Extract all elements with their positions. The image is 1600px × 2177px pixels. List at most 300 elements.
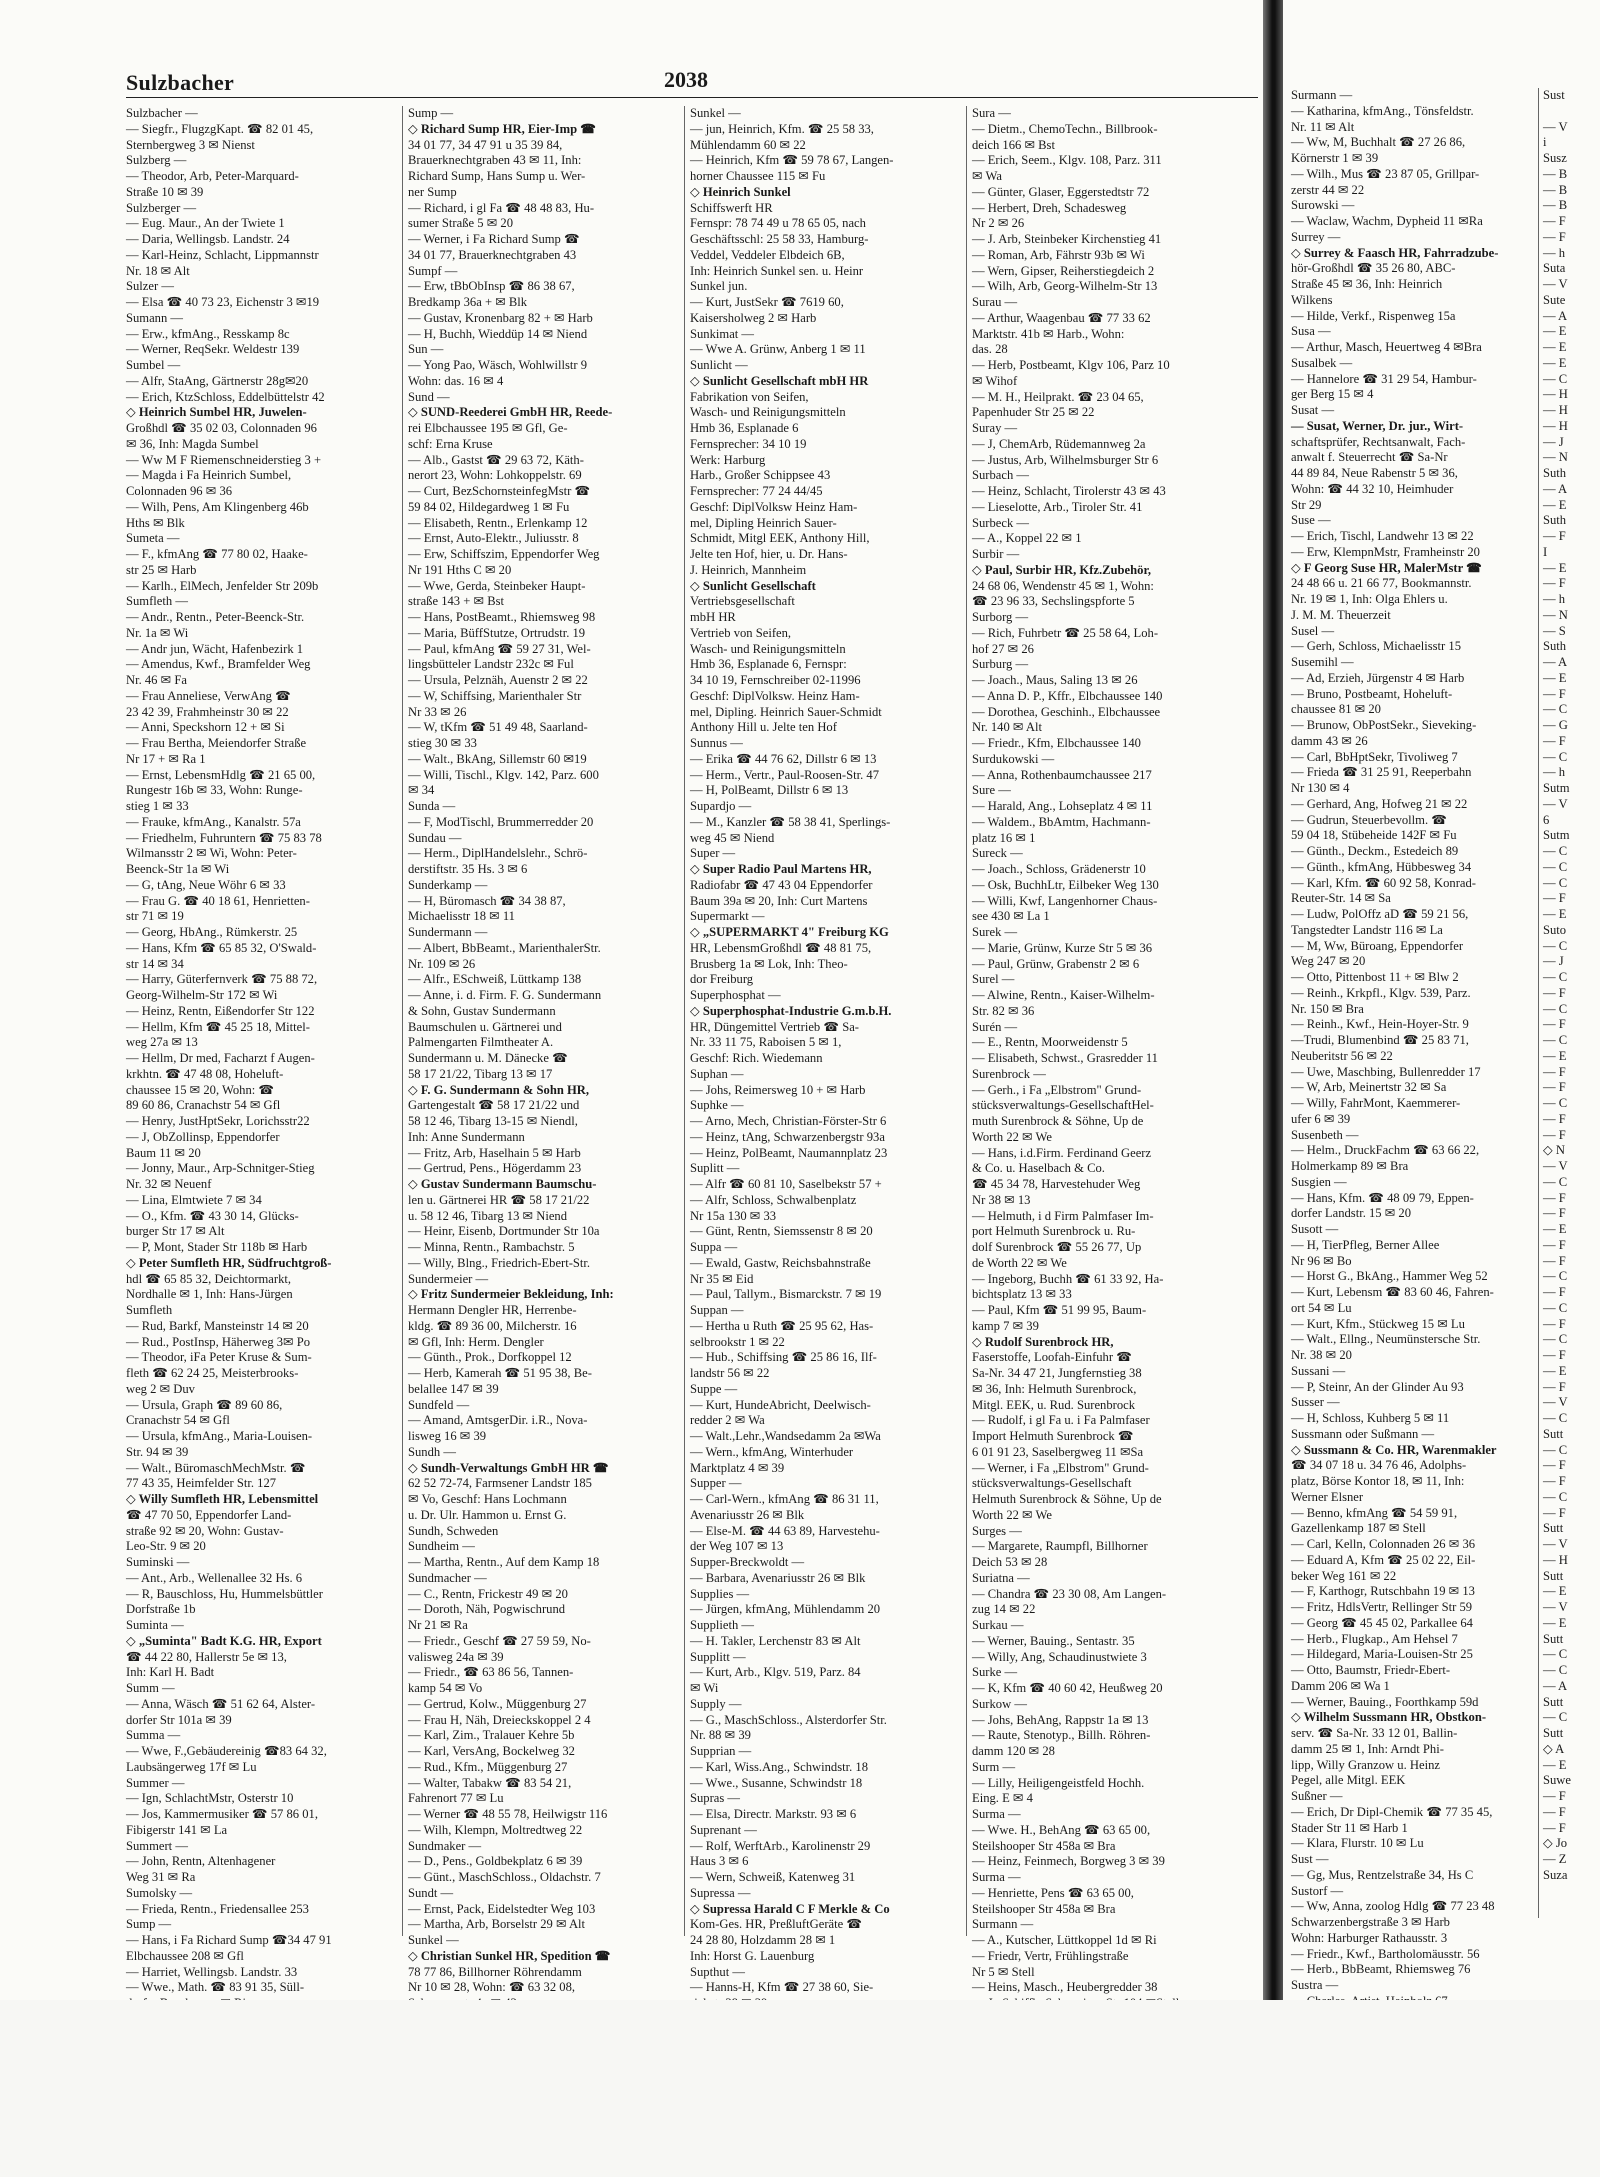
directory-entry-line: Nr 21 ✉ Ra: [408, 1618, 468, 1632]
directory-entry-line: ner Sump: [408, 184, 457, 199]
directory-entry-line: Reuter-Str. 14 ✉ Sa: [1291, 891, 1391, 906]
facing-page-fragment-line: — G: [1543, 718, 1568, 732]
directory-entry-line: — Hannelore ☎ 31 29 54, Hambur-: [1291, 371, 1477, 386]
surname-heading: Summert —: [126, 1838, 188, 1853]
directory-entry-line: — Carl, Kelln, Colonnaden 26 ✉ 36: [1291, 1537, 1476, 1551]
surname-heading: Sumeta —: [126, 531, 180, 546]
directory-entry-line: — Amand, AmtsgerDir. i.R., Nova-: [408, 1413, 588, 1428]
column-divider: [684, 106, 685, 1936]
directory-entry-line: — Erw., kfmAng., Resskamp 8c: [126, 326, 290, 341]
facing-page-fragment-line: — H: [1543, 418, 1568, 433]
facing-page-fragment-line: — V: [1543, 119, 1568, 134]
facing-page-fragment-line: — E: [1543, 340, 1567, 354]
facing-page-fragment-line: ◇ A: [1543, 1741, 1565, 1756]
directory-entry-line: — Frau Bertha, Meiendorfer Straße: [126, 736, 307, 750]
directory-entry-line: landstr 56 ✉ 22: [690, 1366, 770, 1380]
directory-entry-line: Gazellenkamp 187 ✉ Stell: [1291, 1521, 1426, 1536]
surname-heading: Surborg —: [972, 610, 1029, 624]
surname-heading: Sureck —: [972, 846, 1023, 861]
directory-entry-line: Helmuth Surenbrock & Söhne, Up de: [972, 1492, 1162, 1506]
surname-heading: Surma —: [972, 1870, 1021, 1884]
surname-heading: Susa —: [1291, 324, 1331, 339]
directory-entry-line: — Theodor, Arb, Peter-Marquard-: [126, 169, 299, 183]
directory-entry-line: — Ernst, LebensmHdlg ☎ 21 65 00,: [126, 767, 316, 782]
directory-entry-line: — Wwe, F.,Gebäudereinig ☎83 64 32,: [126, 1744, 327, 1758]
surname-heading: Surkow —: [972, 1696, 1027, 1711]
directory-entry-line: — Anna, Rothenbaumchaussee 217: [972, 767, 1152, 782]
directory-entry-line: chaussee 15 ✉ 20, Wohn: ☎: [126, 1082, 275, 1097]
facing-page-fragment-line: — F: [1543, 985, 1566, 1000]
directory-entry-line: Hermann Dengler HR, Herrenbe-: [408, 1303, 577, 1317]
directory-entry-line: — Herb., Flugkap., Am Hehsel 7: [1291, 1631, 1458, 1646]
directory-entry-line: Nr 15a 130 ✉ 33: [690, 1208, 777, 1223]
directory-entry-line: stücksverwaltungs-GesellschaftHel-: [972, 1098, 1154, 1113]
directory-entry-line: Nr. 33 11 75, Raboisen 5 ✉ 1,: [690, 1035, 842, 1050]
directory-entry-line: — Werner, Bauing., Foorthkamp 59d: [1291, 1694, 1479, 1709]
facing-page-fragment-line: Sute: [1543, 292, 1566, 307]
directory-entry-line: — Wwe, Gerda, Steinbeker Haupt-: [408, 578, 586, 593]
directory-entry-line: Damm 206 ✉ Wa 1: [1291, 1678, 1390, 1693]
directory-entry-line: Dorfstraße 1b: [126, 1602, 196, 1617]
directory-entry-line: — Willi, Tischl., Klgv. 142, Parz. 600: [408, 767, 599, 782]
directory-entry-line: straße 92 ✉ 20, Wohn: Gustav-: [126, 1523, 284, 1538]
directory-entry-line: — Barbara, Avenariusstr 26 ✉ Blk: [690, 1570, 866, 1585]
directory-entry-line: — Henry, JustHptSekr, Lorichsstr22: [126, 1114, 310, 1128]
directory-entry-line: — Herb, Kamerah ☎ 51 95 38, Be-: [408, 1366, 592, 1380]
directory-entry-line: Palmengarten Filmtheater A.: [408, 1035, 554, 1050]
surname-heading: Supprian —: [690, 1744, 752, 1758]
surname-heading: Surrey —: [1291, 229, 1341, 244]
directory-entry-line: — Anna, Wäsch ☎ 51 62 64, Alster-: [126, 1696, 316, 1711]
column-divider: [966, 106, 967, 1936]
facing-page-fragment-line: — F: [1543, 1804, 1566, 1819]
directory-entry-line: — Eug. Maur., An der Twiete 1: [126, 216, 285, 231]
directory-entry-line: ◇ Sussmann & Co. HR, Warenmakler: [1291, 1442, 1497, 1457]
surname-heading: Surma —: [972, 1807, 1021, 1821]
facing-page-fragment-line: Sutt: [1543, 1568, 1564, 1583]
directory-entry-line: 78 77 86, Billhorner Röhrendamm: [408, 1964, 582, 1979]
directory-entry-line: ✉ Vo, Geschf: Hans Lochmann: [408, 1492, 567, 1506]
directory-entry-line: — Willi, Kwf, Langenhorner Chaus-: [972, 893, 1158, 908]
directory-entry-line: — Johs, BehAng, Rappstr 1a ✉ 13: [972, 1712, 1149, 1727]
directory-entry-line: — Wwe., Susanne, Schwindstr 18: [690, 1775, 863, 1790]
directory-entry-line: 34 01 77, 34 47 91 u 35 39 84,: [408, 137, 563, 152]
surname-heading: Sumann —: [126, 310, 184, 325]
facing-page-fragment-line: — V: [1543, 1159, 1568, 1173]
directory-entry-line: Steilshooper Str 458a ✉ Bra: [972, 1901, 1116, 1916]
facing-page-fragment-line: ◇ Jo: [1543, 1836, 1568, 1851]
surname-heading: Sunderkamp —: [408, 877, 488, 892]
directory-entry-line: — Marie, Grünw, Kurze Str 5 ✉ 36: [972, 940, 1153, 955]
directory-entry-line: — Dorothea, Geschinh., Elbchaussee: [972, 704, 1161, 719]
facing-page-fragment-line: — E: [1543, 1615, 1567, 1630]
directory-entry-line: — Johs, Reimersweg 10 + ✉ Harb: [690, 1082, 866, 1097]
surname-heading: Supplieth —: [690, 1618, 755, 1632]
surname-heading: Susat —: [1291, 403, 1335, 417]
directory-entry-line: — Ign, SchlachtMstr, Osterstr 10: [126, 1791, 294, 1806]
directory-entry-line: — Arthur, Masch, Heuertweg 4 ✉Bra: [1291, 340, 1482, 354]
directory-entry-line: Wilkens: [1291, 292, 1333, 307]
facing-page-fragment-line: — H: [1543, 403, 1568, 417]
directory-entry-line: selbrookstr 1 ✉ 22: [690, 1334, 785, 1349]
directory-entry-line: — J, ObZollinsp, Eppendorfer: [126, 1129, 280, 1144]
directory-entry-line: — Rolf, WerftArb., Karolinenstr 29: [690, 1838, 871, 1853]
directory-entry-line: Sa-Nr. 34 47 21, Jungfernstieg 38: [972, 1366, 1142, 1380]
directory-entry-line: Nr 96 ✉ Bo: [1291, 1253, 1352, 1268]
facing-page-fragment-line: — J: [1543, 434, 1564, 449]
directory-entry-line: — Wilh., Mus ☎ 23 87 05, Grillpar-: [1291, 166, 1480, 181]
directory-entry-line: — Heinz, PolBeamt, Naumannplatz 23: [690, 1145, 888, 1160]
directory-entry-line: — F, ModTischl, Brummerredder 20: [408, 814, 594, 829]
directory-entry-line: — Hildegard, Maria-Louisen-Str 25: [1291, 1647, 1473, 1662]
directory-entry-line: — Erika ☎ 44 76 62, Dillstr 6 ✉ 13: [690, 751, 877, 766]
directory-entry-line: — Amendus, Kwf., Bramfelder Weg: [126, 657, 311, 672]
directory-entry-line: — Raute, Stenotyp., Billh. Röhren-: [972, 1728, 1151, 1743]
directory-entry-line: — Ursula, kfmAng., Maria-Louisen-: [126, 1429, 313, 1443]
directory-entry-line: — Ant., Arb., Wellenallee 32 Hs. 6: [126, 1570, 303, 1585]
facing-page-fragment-line: — E: [1543, 670, 1567, 685]
facing-page-fragment-line: — C: [1543, 1647, 1568, 1662]
directory-entry-line: Körnerstr 1 ✉ 39: [1291, 151, 1379, 165]
directory-entry-line: — H, Schloss, Kuhberg 5 ✉ 11: [1291, 1411, 1450, 1425]
directory-entry-line: ☎ 34 07 18 u. 34 76 46, Adolphs-: [1291, 1458, 1467, 1473]
facing-page-fragment-line: Sutt: [1543, 1631, 1564, 1646]
facing-page-fragment-line: — F: [1543, 1111, 1566, 1126]
directory-entry-line: — Richard, i gl Fa ☎ 48 48 83, Hu-: [408, 200, 595, 215]
directory-entry-line: Nr. 32 ✉ Neuenf: [126, 1177, 212, 1191]
directory-entry-line: — Karlh., ElMech, Jenfelder Str 209b: [126, 578, 319, 593]
directory-entry-line: Veddel, Veddeler Elbdeich 6B,: [690, 247, 845, 262]
directory-entry-line: — Brunow, ObPostSekr., Sieveking-: [1291, 718, 1477, 732]
directory-entry-line: ort 54 ✉ Lu: [1291, 1300, 1352, 1315]
facing-page-fragment-line: — A: [1543, 481, 1568, 496]
directory-entry-line: ☎ 44 22 80, Hallerstr 5e ✉ 13,: [126, 1649, 287, 1664]
directory-entry-line: J. Heinrich, Mannheim: [690, 562, 807, 577]
directory-entry-line: — Anna D. P., Kffr., Elbchaussee 140: [972, 688, 1163, 703]
facing-page-fragment-line: — V: [1543, 277, 1568, 291]
directory-entry-line: 59 04 18, Stübeheide 142F ✉ Fu: [1291, 828, 1457, 843]
directory-entry-line: — Rud., PostInsp, Häherweg 3✉ Po: [126, 1334, 311, 1349]
facing-page-fragment-line: — F: [1543, 733, 1566, 748]
column-divider: [1538, 88, 1539, 1918]
directory-entry-line: — Gerh, Schloss, Michaelisstr 15: [1291, 639, 1461, 654]
directory-entry-line: ✉ Wihof: [972, 373, 1018, 388]
directory-entry-line: str 14 ✉ 34: [126, 956, 184, 971]
directory-entry-line: — M., Kanzler ☎ 58 38 41, Sperlings-: [690, 814, 891, 829]
directory-entry-line: — Susat, Werner, Dr. jur., Wirt-: [1291, 418, 1464, 433]
directory-entry-line: u. Dr. Ulr. Hammon u. Ernst G.: [408, 1507, 567, 1522]
facing-page-fragment-line: — F: [1543, 1348, 1566, 1362]
surname-heading: Sump —: [408, 106, 454, 120]
directory-entry-line: ◇ „Suminta" Badt K.G. HR, Export: [126, 1633, 322, 1648]
directory-entry-line: — Heinz, Rentn, Eißendorfer Str 122: [126, 1003, 315, 1018]
surname-heading: Surke —: [972, 1665, 1018, 1680]
directory-entry-line: — Ursula, Pelznäh, Auenstr 2 ✉ 22: [408, 673, 588, 687]
running-head: Sulzbacher: [126, 70, 235, 95]
directory-entry-line: 24 68 06, Wendenstr 45 ✉ 1, Wohn:: [972, 578, 1154, 593]
surname-heading: Surbir —: [972, 547, 1020, 561]
directory-entry-line: Bredkamp 36a + ✉ Blk: [408, 295, 528, 309]
directory-entry-line: ◇ SUND-Reederei GmbH HR, Reede-: [408, 405, 613, 420]
directory-entry-line: — Erw, KlempnMstr, Framheinstr 20: [1291, 544, 1480, 559]
surname-heading: Surek —: [972, 925, 1018, 939]
directory-entry-line: ◇ Superphosphat-Industrie G.m.b.H.: [690, 1003, 892, 1018]
directory-entry-line: — Hellm, Dr med, Facharzt f Augen-: [126, 1051, 315, 1065]
directory-entry-line: Geschäftsschl: 25 58 33, Hamburg-: [690, 232, 869, 246]
directory-entry-line: — Alfr ☎ 60 81 10, Saselbekstr 57 +: [690, 1177, 882, 1191]
directory-entry-line: — Günth., kfmAng, Hübbesweg 34: [1291, 859, 1472, 874]
directory-entry-line: — Willy, FahrMont, Kaemmerer-: [1291, 1096, 1461, 1110]
directory-column-4: [972, 106, 1242, 1995]
directory-entry-line: Georg-Wilhelm-Str 172 ✉ Wi: [126, 988, 278, 1002]
directory-entry-line: hdl ☎ 65 85 32, Deichtormarkt,: [126, 1271, 292, 1286]
directory-entry-line: see 430 ✉ La 1: [972, 909, 1050, 924]
directory-entry-line: — G, tAng, Neue Wöhr 6 ✉ 33: [126, 877, 286, 892]
directory-entry-line: 34 01 77, Brauerknechtgraben 43: [408, 247, 577, 262]
directory-entry-line: Pegel, alle Mitgl. EEK: [1291, 1773, 1406, 1788]
facing-page-fragment-line: — F: [1543, 576, 1566, 591]
facing-page-fragment-line: — F: [1543, 214, 1566, 228]
directory-entry-line: — John, Rentn, Altenhagener: [126, 1854, 276, 1869]
directory-entry-line: — Roman, Arb, Fährstr 93b ✉ Wi: [972, 247, 1145, 262]
directory-entry-line: — Albert, BbBeamt., MarienthalerStr.: [408, 940, 601, 955]
directory-entry-line: len u. Gärtnerei HR ☎ 58 17 21/22: [408, 1192, 590, 1207]
directory-entry-line: — Heinz, tAng, Schwarzenbergstr 93a: [690, 1129, 885, 1144]
directory-entry-line: Brauerknechtgraben 43 ✉ 11, Inh:: [408, 153, 582, 168]
surname-heading: Sura —: [972, 106, 1011, 120]
directory-entry-line: — Erich, Dr Dipl-Chemik ☎ 77 35 45,: [1291, 1804, 1493, 1819]
directory-entry-line: derstiftstr. 35 Hs. 3 ✉ 6: [408, 862, 528, 876]
directory-entry-line: Faserstoffe, Loofah-Einfuhr ☎: [972, 1350, 1132, 1365]
directory-entry-line: ◇ Richard Sump HR, Eier-Imp ☎: [408, 121, 596, 136]
directory-entry-line: — Friedr., Kwf., Bartholomäusstr. 56: [1291, 1946, 1480, 1961]
page-number: 2038: [664, 67, 708, 92]
directory-entry-line: ◇ Peter Sumfleth HR, Südfruchtgroß-: [126, 1255, 332, 1270]
directory-entry-line: Radiofabr ☎ 47 43 04 Eppendorfer: [690, 877, 873, 892]
directory-entry-line: HR, LebensmGroßhdl ☎ 48 81 75,: [690, 940, 872, 955]
surname-heading: Susel —: [1291, 623, 1335, 638]
directory-entry-line: — W, Arb, Meinertstr 32 ✉ Sa: [1291, 1080, 1447, 1095]
directory-entry-line: valisweg 24a ✉ 39: [408, 1649, 504, 1664]
surname-heading: Sundermann —: [408, 925, 488, 939]
directory-entry-line: — Kurt, Lebensm ☎ 83 60 46, Fahren-: [1291, 1285, 1494, 1299]
directory-entry-line: — Wilh, Arb, Georg-Wilhelm-Str 13: [972, 279, 1158, 294]
surname-heading: Surau —: [972, 295, 1018, 309]
directory-entry-line: — Karl, Zim., Tralauer Kehre 5b: [408, 1728, 575, 1743]
directory-entry-line: stieg 1 ✉ 33: [126, 799, 189, 813]
directory-entry-line: platz 16 ✉ 1: [972, 830, 1036, 845]
directory-entry-line: — Jos, Kammermusiker ☎ 57 86 01,: [126, 1807, 318, 1821]
directory-entry-line: — Elisabeth, Schwst., Grasredder 11: [972, 1051, 1158, 1065]
directory-entry-line: — P, Mont, Stader Str 118b ✉ Harb: [126, 1240, 308, 1254]
directory-entry-line: Gartengestalt ☎ 58 17 21/22 und: [408, 1098, 580, 1113]
directory-entry-line: stücksverwaltungs-Gesellschaft: [972, 1476, 1132, 1491]
directory-entry-line: — Yong Pao, Wäsch, Wohlwillstr 9: [408, 358, 588, 372]
surname-heading: Suphke —: [690, 1098, 744, 1113]
directory-entry-line: — Paul, Kfm ☎ 51 99 95, Baum-: [972, 1303, 1147, 1317]
directory-entry-line: — Kurt, JustSekr ☎ 7619 60,: [690, 295, 844, 309]
surname-heading: Sundermeier —: [408, 1271, 489, 1286]
surname-heading: Sundheim —: [408, 1539, 475, 1554]
surname-heading: Sussmann oder Sußmann —: [1291, 1426, 1435, 1441]
surname-heading: Susenbeth —: [1291, 1127, 1359, 1142]
directory-entry-line: — Alfr, Schloss, Schwalbenplatz: [690, 1192, 857, 1207]
directory-entry-line: —Trudi, Blumenbind ☎ 25 83 71,: [1291, 1033, 1469, 1047]
directory-entry-line: — Willy, Ang, Schaudinustwiete 3: [972, 1649, 1147, 1664]
facing-page-fragment-line: — F: [1543, 686, 1566, 701]
directory-entry-line: — Wern, Gipser, Reiherstiegdeich 2: [972, 263, 1155, 278]
directory-entry-line: — Frieda ☎ 31 25 91, Reeperbahn: [1291, 765, 1472, 780]
directory-entry-line: anwalt f. Steuerrecht ☎ Sa-Nr: [1291, 450, 1448, 465]
directory-entry-line: hof 27 ✉ 26: [972, 641, 1034, 656]
directory-entry-line: — Walt.,Lehr.,Wandsedamm 2a ✉Wa: [690, 1429, 881, 1443]
surname-heading: Sulzer —: [126, 279, 174, 294]
directory-column-2: [408, 106, 680, 1995]
directory-entry-line: — Hilde, Verkf., Rispenweg 15a: [1291, 308, 1456, 323]
directory-entry-line: — Ewald, Gastw, Reichsbahnstraße: [690, 1255, 871, 1270]
directory-entry-line: — A., Koppel 22 ✉ 1: [972, 531, 1082, 546]
surname-heading: Sumbel —: [126, 358, 181, 372]
directory-entry-line: stieg 30 ✉ 33: [408, 736, 477, 750]
directory-entry-line: ◇ „SUPERMARKT 4" Freiburg KG: [690, 925, 889, 939]
directory-entry-line: Wohn: das. 16 ✉ 4: [408, 373, 504, 388]
directory-entry-line: ◇ F Georg Suse HR, MalerMstr ☎: [1291, 560, 1482, 575]
facing-page-fragment-line: — F: [1543, 1080, 1566, 1095]
directory-entry-line: Import Helmuth Surenbrock ☎: [972, 1429, 1134, 1443]
surname-heading: Sunlicht —: [690, 358, 748, 372]
directory-entry-line: — Werner, i Fa „Elbstrom" Grund-: [972, 1460, 1149, 1475]
directory-entry-line: — Fritz, HdlsVertr, Rellinger Str 59: [1291, 1600, 1473, 1614]
directory-entry-line: — Doroth, Näh, Pogwischrund: [408, 1602, 566, 1617]
directory-entry-line: — Heinr, Eisenb, Dortmunder Str 10a: [408, 1224, 600, 1239]
facing-page-fragment-line: — V: [1543, 1537, 1568, 1551]
directory-entry-line: — W, tKfm ☎ 51 49 48, Saarland-: [408, 720, 588, 735]
facing-page-fragment-line: — h: [1543, 592, 1566, 606]
directory-entry-line: weg 2 ✉ Duv: [126, 1381, 195, 1396]
directory-entry-line: Fernsprecher: 77 24 44/45: [690, 484, 823, 498]
directory-entry-line: — Rud., Kfm., Müggenburg 27: [408, 1759, 568, 1774]
directory-entry-line: Anthony Hill u. Jelte ten Hof: [690, 720, 837, 735]
directory-entry-line: — Maria, BüffStutze, Ortrudstr. 19: [408, 625, 586, 640]
facing-page-fragment-line: Sutt: [1543, 1726, 1564, 1740]
directory-entry-line: — Gertrud, Kolw., Müggenburg 27: [408, 1696, 587, 1711]
directory-entry-line: — Hans, i.d.Firm. Ferdinand Geerz: [972, 1145, 1152, 1160]
directory-entry-line: Nr. 46 ✉ Fa: [126, 673, 187, 687]
surname-heading: Suplitt —: [690, 1161, 740, 1176]
facing-page-fragment-line: — H: [1543, 387, 1568, 402]
directory-entry-line: — Ingeborg, Buchh ☎ 61 33 92, Ha-: [972, 1271, 1164, 1286]
directory-entry-line: 44 89 84, Neue Rabenstr 5 ✉ 36,: [1291, 466, 1458, 480]
facing-page-fragment-line: — F: [1543, 1285, 1566, 1299]
directory-entry-line: Nr 10 ✉ 28, Wohn: ☎ 63 32 08,: [408, 1980, 576, 1995]
directory-entry-line: Wilmansstr 2 ✉ Wi, Wohn: Peter-: [126, 846, 297, 861]
directory-entry-line: & Co. u. Haselbach & Co.: [972, 1161, 1105, 1176]
directory-entry-line: Nr 130 ✉ 4: [1291, 781, 1350, 795]
directory-entry-line: Sternbergweg 3 ✉ Nienst: [126, 137, 255, 152]
directory-entry-line: Nr 38 ✉ 13: [972, 1192, 1031, 1207]
directory-entry-line: Sumfleth: [126, 1303, 173, 1317]
facing-page-fragment-line: — F: [1543, 1316, 1566, 1331]
directory-entry-line: — Helm., DruckFachm ☎ 63 66 22,: [1291, 1143, 1480, 1158]
directory-entry-line: Wasch- und Reinigungsmitteln: [690, 405, 846, 420]
directory-entry-line: — Ernst, Pack, Eidelstedter Weg 103: [408, 1901, 596, 1916]
directory-entry-line: — Erich, Tischl, Landwehr 13 ✉ 22: [1291, 529, 1474, 543]
directory-entry-line: — Harry, Güterfernverk ☎ 75 88 72,: [126, 972, 318, 987]
facing-page-fragment-line: — F: [1543, 1505, 1566, 1520]
directory-entry-line: — Heins, Masch., Heubergredder 38: [972, 1980, 1158, 1995]
directory-entry-line: ◇ Sunlicht Gesellschaft mbH HR: [690, 373, 869, 388]
directory-entry-line: Richard Sump, Hans Sump u. Wer-: [408, 169, 586, 183]
surname-heading: Surm —: [972, 1759, 1016, 1774]
surname-heading: Sundau —: [408, 830, 462, 845]
facing-page-fragment-line: Sutt: [1543, 1521, 1564, 1536]
directory-entry-line: — Carl-Wern., kfmAng ☎ 86 31 11,: [690, 1492, 879, 1506]
facing-page-fragment-line: — C: [1543, 859, 1568, 874]
surname-heading: Surowski —: [1291, 198, 1355, 213]
facing-page-fragment-line: Suto: [1543, 922, 1567, 937]
directory-entry-line: — Frieda, Rentn., Friedensallee 253: [126, 1901, 309, 1916]
directory-entry-line: — Frauke, kfmAng., Kanalstr. 57a: [126, 814, 301, 829]
directory-entry-line: — Rud, Barkf, Mansteinstr 14 ✉ 20: [126, 1318, 309, 1333]
directory-entry-line: nerort 23, Wohn: Lohkoppelstr. 69: [408, 468, 582, 483]
facing-page-fragment-line: — V: [1543, 1395, 1568, 1410]
directory-entry-line: — Kurt, Arb., Klgv. 519, Parz. 84: [690, 1665, 861, 1680]
directory-entry-line: — Herb, Postbeamt, Klgv 106, Parz 10: [972, 358, 1170, 372]
surname-heading: Sure —: [972, 783, 1011, 798]
directory-entry-line: — Friedr., ☎ 63 86 56, Tannen-: [408, 1665, 574, 1680]
directory-entry-line: Haus 3 ✉ 6: [690, 1854, 749, 1869]
directory-entry-line: Inh: Anne Sundermann: [408, 1129, 525, 1144]
facing-page-fragment-line: — C: [1543, 1332, 1568, 1347]
directory-entry-line: — Willy, Blng., Friedrich-Ebert-Str.: [408, 1255, 591, 1270]
directory-entry-line: — Otto, Baumstr, Friedr-Ebert-: [1291, 1663, 1451, 1677]
directory-entry-line: Sundh, Schweden: [408, 1523, 499, 1538]
directory-entry-line: chaussee 81 ✉ 20: [1291, 702, 1381, 717]
directory-entry-line: — Ww M F Riemenschneiderstieg 3 +: [126, 452, 322, 467]
directory-column-5: [1291, 88, 1531, 1992]
directory-entry-line: — Margarete, Raumpfl, Billhorner: [972, 1539, 1148, 1554]
directory-entry-line: — Friedhelm, Fuhruntern ☎ 75 83 78: [126, 830, 322, 845]
directory-entry-line: — H, PolBeamt, Dillstr 6 ✉ 13: [690, 783, 849, 798]
directory-entry-line: — Hellm, Kfm ☎ 45 25 18, Mittel-: [126, 1019, 310, 1034]
surname-heading: Susemihl —: [1291, 655, 1354, 669]
directory-entry-line: dolf Surenbrock ☎ 55 26 77, Up: [972, 1240, 1142, 1254]
directory-entry-line: Steilshooper Str 458a ✉ Bra: [972, 1838, 1116, 1853]
directory-entry-line: Geschf: Rich. Wiedemann: [690, 1051, 823, 1065]
directory-entry-line: 24 28 80, Holzdamm 28 ✉ 1: [690, 1933, 836, 1947]
facing-page-fragment-line: — A: [1543, 1678, 1568, 1693]
directory-entry-line: Fabrikation von Seifen,: [690, 389, 809, 404]
facing-page-fragment-line: — J: [1543, 954, 1564, 969]
directory-entry-line: — Joach., Schloss, Grädenerstr 10: [972, 862, 1146, 876]
directory-entry-line: — Minna, Rentn., Rambachstr. 5: [408, 1240, 575, 1254]
directory-entry-line: ◇ Wilhelm Sussmann HR, Obstkon-: [1291, 1710, 1487, 1725]
directory-entry-line: — Kurt, HundeAbricht, Deelwisch-: [690, 1397, 871, 1412]
surname-heading: Supermarkt —: [690, 909, 765, 924]
directory-entry-line: ◇ Christian Sunkel HR, Spedition ☎: [408, 1948, 611, 1963]
directory-entry-line: Neuberitstr 56 ✉ 22: [1291, 1048, 1393, 1063]
directory-entry-line: Str. 82 ✉ 36: [972, 1003, 1035, 1018]
directory-entry-line: — Justus, Arb, Wilhelmsburger Str 6: [972, 452, 1159, 467]
directory-entry-line: Nr 17 + ✉ Ra 1: [126, 751, 206, 766]
directory-entry-line: lingsbütteler Landstr 232c ✉ Ful: [408, 657, 574, 672]
directory-entry-line: straße 143 + ✉ Bst: [408, 594, 505, 609]
surname-heading: Sulzberger —: [126, 200, 197, 215]
directory-entry-line: — Günth., Deckm., Estedeich 89: [1291, 844, 1459, 858]
directory-entry-line: — Siegfr., FlugzgKapt. ☎ 82 01 45,: [126, 121, 314, 136]
facing-page-fragment-line: — F: [1543, 1458, 1566, 1473]
surname-heading: Surdukowski —: [972, 751, 1055, 766]
